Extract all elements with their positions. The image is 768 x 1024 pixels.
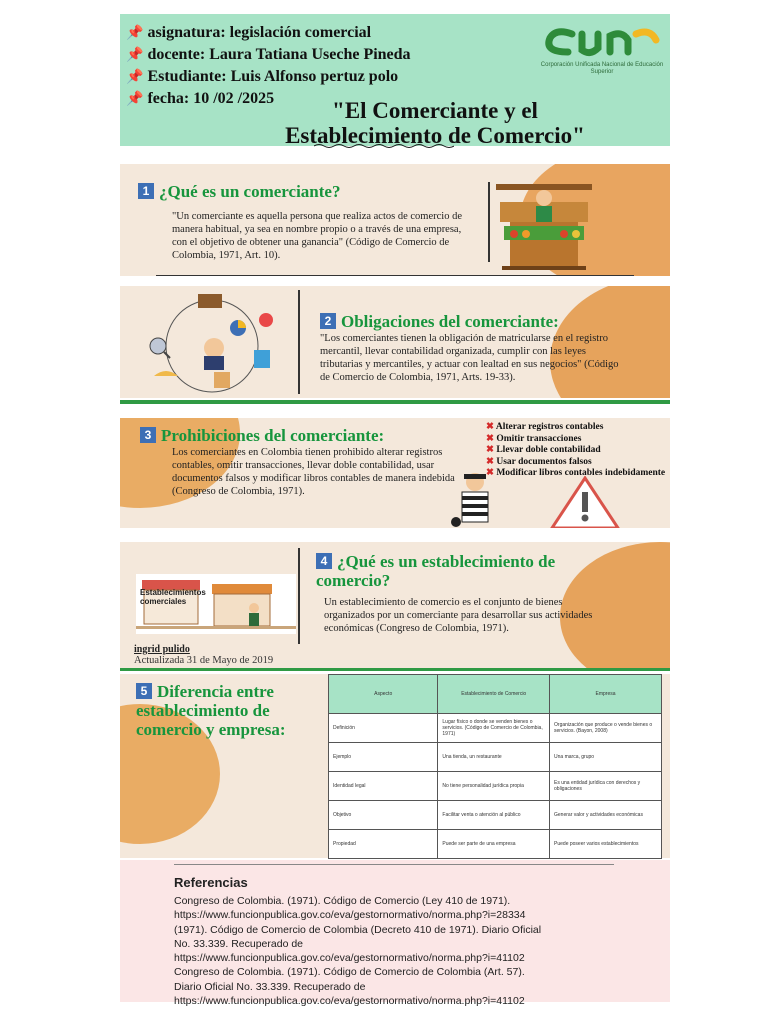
obligations-diagram (134, 290, 284, 394)
table-cell: Una tienda, un restaurante (438, 743, 550, 772)
table-cell: Es una entidad jurídica con derechos y obligaciones (550, 772, 662, 801)
section-what-is-merchant (120, 164, 670, 276)
table-cell: Propiedad (329, 830, 438, 859)
page-title: "El Comerciante y el Establecimiento de Comercio" (285, 98, 585, 146)
table-cell: Organización que produce o vende bienes o servicios. (Bayon, 2008) (550, 714, 662, 743)
cross-icon: ✖ (486, 456, 494, 467)
pushpin-icon: 📌 (126, 48, 144, 63)
divider (298, 548, 300, 644)
storefront-illustration (136, 574, 296, 634)
table-header-row (329, 675, 662, 714)
reference-line: (1971). Código de Comercio de Colombia (Decreto 410 de 1971). Diario Oficial (174, 923, 542, 936)
table-header-cell: Establecimiento de Comercio (438, 675, 550, 714)
table-header-cell: Empresa (550, 675, 662, 714)
table-row (329, 714, 662, 743)
logo-caption: Corporación Unificada Nacional de Educación Superior (540, 62, 664, 75)
table-cell: Lugar físico o donde se venden bienes o servicios. (Código de Comercio de Colombia, 1971) (438, 714, 550, 743)
reference-line: Diario Oficial No. 33.339. Recuperado de (174, 980, 366, 993)
table-cell: Identidad legal (329, 772, 438, 801)
table-row (329, 772, 662, 801)
references-body (174, 894, 670, 1008)
reference-link[interactable]: https://www.funcionpublica.gov.co/eva/gestornormativo/norma.php?i=41102 (174, 995, 525, 1008)
image-credit: ingrid pulido (134, 644, 190, 655)
section1-heading: 1 ¿Qué es un comerciante? (138, 182, 340, 201)
meta-line-student: 📌 Estudiante: Luis Alfonso pertuz polo (126, 68, 399, 85)
prohibition-item: ✖ Omitir transacciones (486, 433, 582, 444)
divider (156, 275, 634, 276)
table-cell: Una marca, grupo (550, 743, 662, 772)
references-heading: Referencias (174, 875, 248, 890)
header-banner (120, 14, 670, 146)
comparison-table (328, 674, 662, 859)
table-cell: Generar valor y actividades económicas (550, 801, 662, 830)
prohibition-item: ✖ Llevar doble contabilidad (486, 445, 601, 455)
cross-icon: ✖ (486, 433, 494, 444)
pushpin-icon: 📌 (126, 26, 144, 41)
pushpin-icon: 📌 (126, 92, 144, 107)
reference-line: Congreso de Colombia. (1971). Código de Comercio (Ley 410 de 1971). (174, 895, 511, 907)
market-stall-illustration (492, 180, 596, 270)
meta-line-date: 📌 fecha: 10 /02 /2025 (126, 90, 275, 107)
table-cell: Puede poseer varios establecimientos (550, 830, 662, 859)
references-panel (120, 860, 670, 1008)
reference-link[interactable]: https://www.funcionpublica.gov.co/eva/gestornormativo/norma.php?i=28334 (174, 909, 526, 922)
table-cell: Ejemplo (329, 743, 438, 772)
cross-icon: ✖ (486, 468, 494, 478)
table-cell: Definición (329, 714, 438, 743)
prohibition-item: ✖ Modificar libros contables indebidamente (486, 468, 666, 478)
meta-line-teacher: 📌 docente: Laura Tatiana Useche Pineda (126, 46, 411, 63)
title-underline-wave (314, 143, 454, 149)
table-cell: Puede ser parte de una empresa (438, 830, 550, 859)
section3-heading: 3 Prohibiciones del comerciante: (140, 426, 384, 445)
reference-line: Congreso de Colombia. (1971). Código de Comercio de Colombia (Art. 57). (174, 966, 525, 979)
storefront-label: Establecimientos comerciales (140, 588, 206, 606)
cross-icon: ✖ (486, 422, 494, 432)
section2-heading: 2 Obligaciones del comerciante: (320, 312, 559, 331)
reference-link[interactable]: https://www.funcionpublica.gov.co/eva/gestornormativo/norma.php?i=41102 (174, 952, 525, 965)
divider (488, 182, 490, 262)
table-cell: Facilitar venta o atención al público (438, 801, 550, 830)
table-row (329, 830, 662, 859)
pushpin-icon: 📌 (126, 70, 144, 85)
header-meta (126, 22, 411, 110)
section-obligations (120, 286, 670, 398)
prohibition-item: ✖ Usar documentos falsos (486, 456, 592, 467)
section2-body: "Los comerciantes tienen la obligación de matricularse en el registro mercantil, llevar contabilidad organizada, cumplir con las leyes tributarias y mercantiles, y actuar con lealtad en sus negocios" (Código de Comercio de Colombia, 1971, Arts. 19-33). (320, 333, 619, 383)
section3-body: Los comerciantes en Colombia tienen prohibido alterar registros contables, omitir transacciones, llevar doble contabilidad, usar documentos falsos y modificar libros contables de manera indebida (Congreso de Colombia, 1971). (172, 447, 455, 497)
meta-line-subject: 📌 asignatura: legislación comercial (126, 24, 372, 41)
reference-line: No. 33.339. Recuperado de (174, 937, 304, 950)
section-divider-green (120, 400, 670, 404)
warning-sign-icon (550, 476, 620, 528)
prohibitions-list (486, 422, 666, 480)
cross-icon: ✖ (486, 445, 494, 455)
divider (298, 290, 300, 394)
section1-body: "Un comerciante es aquella persona que realiza actos de comercio de manera habitual, ya sea en nombre propio o a través de una empresa, con el objetivo de obtener una ganancia" (Código de Comercio de Colombia, 1971, Art. 10). (172, 211, 462, 261)
section5-heading: 5 Diferencia entre establecimiento de comercio y empresa: (136, 682, 286, 739)
cun-logo (538, 22, 666, 86)
prohibition-item: ✖ Alterar registros contables (486, 422, 604, 432)
section4-body: Un establecimiento de comercio es el conjunto de bienes organizados por un comerciante para desarrollar sus actividades económicas (Congreso de Colombia, 1971). (324, 597, 593, 634)
table-header-cell: Aspecto (329, 675, 438, 714)
section-establishment (120, 542, 670, 668)
image-updated: Actualizada 31 de Mayo de 2019 (134, 655, 274, 666)
cun-logo-mark (538, 22, 666, 62)
section-divider-green (120, 668, 670, 671)
table-cell: No tiene personalidad jurídica propia (438, 772, 550, 801)
table-row (329, 743, 662, 772)
table-row (329, 801, 662, 830)
divider (174, 864, 614, 865)
table-cell: Objetivo (329, 801, 438, 830)
section4-heading: 4 ¿Qué es un establecimiento de comercio? (316, 552, 556, 590)
